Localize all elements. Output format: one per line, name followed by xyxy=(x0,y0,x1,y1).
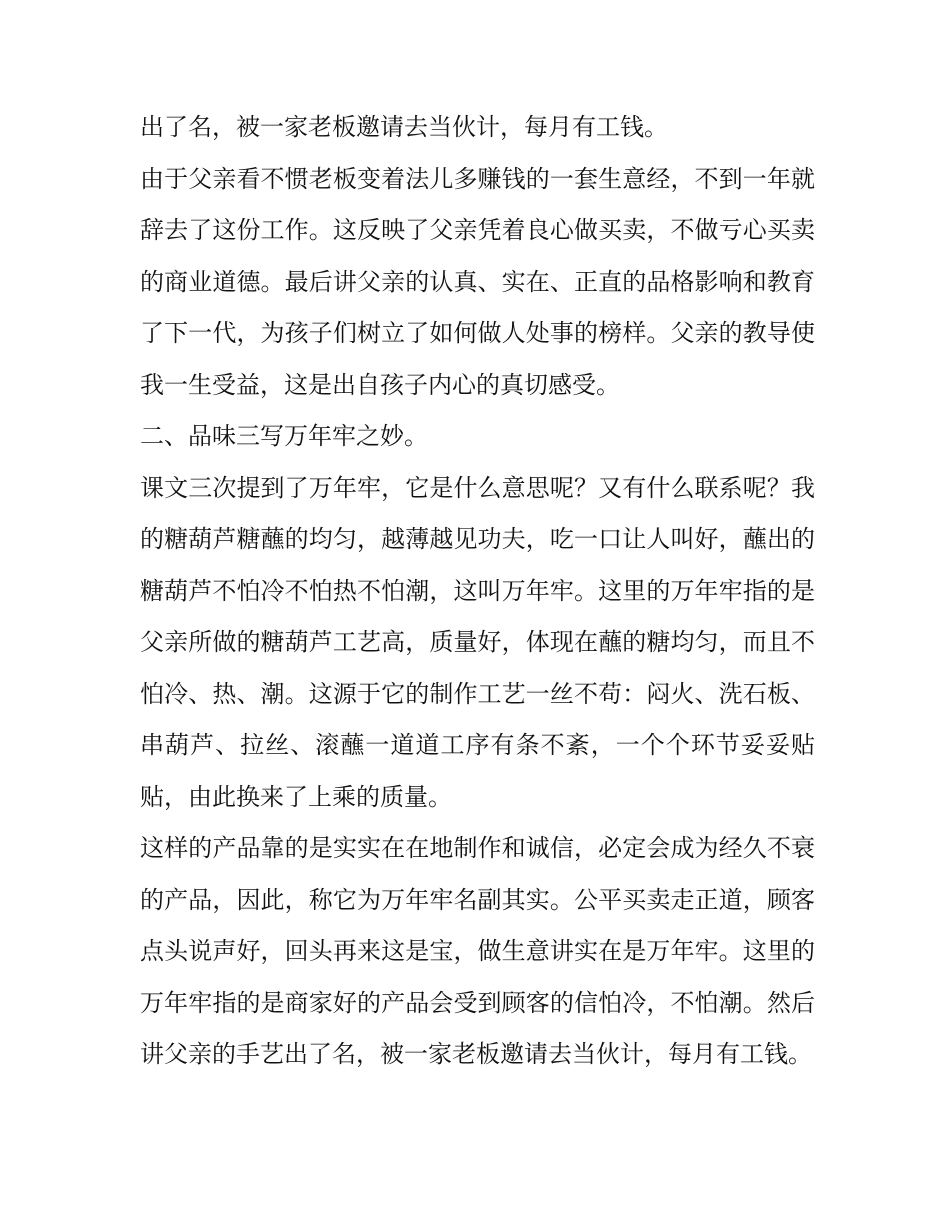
paragraph-continuation: 出了名，被一家老板邀请去当伙计，每月有工钱。 xyxy=(140,113,668,141)
paragraph-wannianlao-integrity: 这样的产品靠的是实实在在地制作和诚信，必定会成为经久不衰的产品，因此，称它为万年牢名副其实。公平买卖走正道，顾客点头说声好，回头再来这是宝，做生意讲实在是万年牢。这里的万年牢指的是商家好的产品会受到顾客的信怕冷，不怕潮。然后讲父亲的手艺出了名，被一家老板邀请去当伙计，每月有工钱。 xyxy=(140,834,815,1068)
paragraph-father-ethics: 由于父亲看不惯老板变着法儿多赚钱的一套生意经，不到一年就辞去了这份工作。这反映了父亲凭着良心做买卖，不做亏心买卖的商业道德。最后讲父亲的认真、实在、正直的品格影响和教育了下一代，为孩子们树立了如何做人处事的榜样。父亲的教导使我一生受益，这是出自孩子内心的真切感受。 xyxy=(140,164,815,399)
section-heading: 二、品味三写万年牢之妙。 xyxy=(140,422,428,450)
paragraph-wannianlao-craft: 课文三次提到了万年牢，它是什么意思呢？又有什么联系呢？我的糖葫芦糖蘸的均匀，越薄越见功夫，吃一口让人叫好，蘸出的糖葫芦不怕冷不怕热不怕潮，这叫万年牢。这里的万年牢指的是父亲所做的糖葫芦工艺高，质量好，体现在蘸的糖均匀，而且不怕冷、热、潮。这源于它的制作工艺一丝不苟：闷火、洗石板、串葫芦、拉丝、滚蘸一道道工序有条不紊，一个个环节妥妥贴贴，由此换来了上乘的质量。 xyxy=(140,473,815,811)
document-body xyxy=(140,102,815,1081)
